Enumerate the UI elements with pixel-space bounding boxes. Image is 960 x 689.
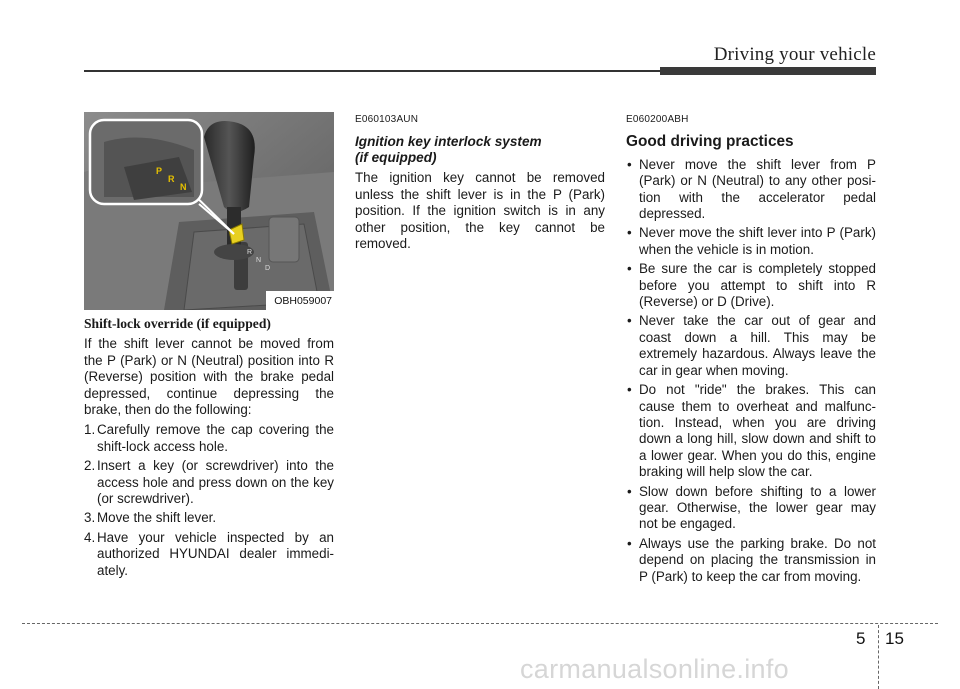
- ignition-interlock-body: The ignition key cannot be removed unless the shift lever is in the P (Park) position. If the ignition switch is in any other position, the key cannot be removed.: [355, 170, 605, 252]
- section-code: E060103AUN: [355, 114, 419, 125]
- list-item: 4. Have your vehicle inspected by an authorized HYUNDAI dealer immedi-ately.: [84, 529, 334, 578]
- good-driving-list: [626, 157, 876, 585]
- list-item: • Do not "ride" the brakes. This can cause them to overheat and malfunc-tion. Instead, when you are driving down a long hill, slow down and shift to a lower gear. When you do this, engine braking will help slow the car.: [626, 382, 876, 480]
- shift-lock-intro: If the shift lever cannot be moved from the P (Park) or N (Neutral) position into R (Reverse) position with the brake pedal depressed, continue depressing the brake, then do the following:: [84, 336, 334, 418]
- footer-vertical-divider: [878, 625, 879, 689]
- footer-dashed-rule: [22, 623, 938, 624]
- good-driving-heading: Good driving practices: [626, 133, 794, 151]
- gate-label-d: D: [265, 265, 271, 272]
- list-item: • Be sure the car is completely stopped before you attempt to shift into R (Reverse) or D (Drive).: [626, 261, 876, 310]
- header-rule: [84, 70, 660, 72]
- gate-label-n: N: [256, 257, 262, 264]
- ignition-interlock-title: Ignition key interlock system (if equipped): [355, 134, 542, 166]
- figure-code: OBH059007: [266, 291, 334, 310]
- list-item: • Always use the parking brake. Do not depend on placing the transmission in P (Park) to keep the car from moving.: [626, 536, 876, 585]
- shift-lock-steps: [84, 422, 334, 579]
- middle-column: [355, 112, 605, 256]
- section-code: E060200ABH: [626, 114, 689, 125]
- page-header-title: Driving your vehicle: [713, 44, 876, 65]
- left-column: [84, 112, 334, 582]
- list-item: • Never move the shift lever from P (Park) or N (Neutral) to any other posi-tion with the accelerator pedal depressed.: [626, 157, 876, 223]
- list-item: • Never take the car out of gear and coast down a hill. This may be extremely hazardous. Always leave the car in gear when moving.: [626, 313, 876, 379]
- header-bar: [660, 67, 876, 75]
- list-item: • Never move the shift lever into P (Park) when the vehicle is in motion.: [626, 225, 876, 258]
- list-item: 1. Carefully remove the cap covering the shift-lock access hole.: [84, 422, 334, 454]
- inset-label-n: N: [180, 182, 187, 192]
- shift-lever-figure: [84, 112, 334, 310]
- right-column: [626, 112, 876, 588]
- inset-label-r: R: [168, 174, 175, 184]
- watermark-text: carmanualsonline.info: [520, 654, 789, 684]
- section-number: 5: [856, 629, 866, 648]
- inset-label-p: P: [156, 166, 163, 176]
- list-item: • Slow down before shifting to a lower gear. Otherwise, the lower gear may not be engaged.: [626, 484, 876, 533]
- gate-label-r: R: [247, 249, 253, 256]
- shift-lever-illustration: [84, 112, 334, 310]
- page-number: 15: [885, 629, 904, 648]
- list-item: 3. Move the shift lever.: [84, 510, 217, 526]
- list-item: 2. Insert a key (or screwdriver) into the access hole and press down on the key (or screwdriver).: [84, 458, 334, 507]
- shift-lock-heading: Shift-lock override (if equipped): [84, 316, 271, 331]
